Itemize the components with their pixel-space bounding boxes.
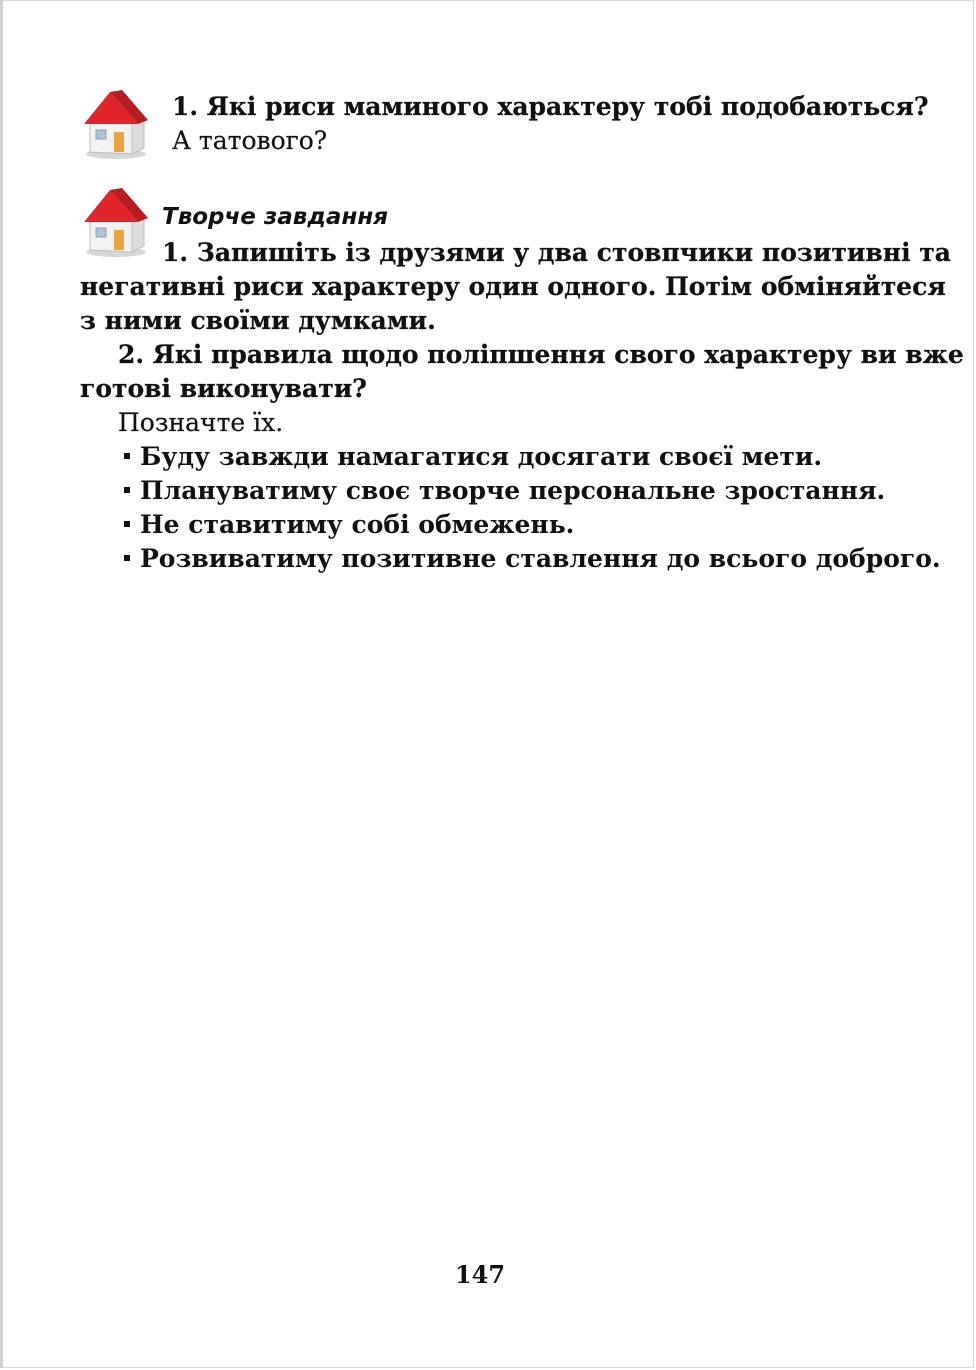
list-item-text: Не ставитиму собі обмежень. (140, 510, 575, 539)
task1-line-1: 1. Запишіть із друзями у два стовпчики позитивні та (162, 238, 951, 267)
list-item (124, 542, 941, 576)
list-item (124, 508, 574, 542)
task1-line-3: з ними своїми думками. (80, 306, 436, 335)
question-line-1: 1. Які риси маминого характеру тобі подобаються? (172, 92, 929, 121)
bullet-icon (124, 555, 130, 561)
list-item (124, 474, 885, 508)
list-item-text: Буду завжди намагатися досягати своєї мети. (140, 442, 823, 471)
list-item-text: Розвиватиму позитивне ставлення до всього доброго. (140, 544, 941, 573)
list-item (124, 440, 822, 474)
house-icon (80, 86, 152, 160)
page-number: 147 (454, 1260, 506, 1289)
task2-line-1: 2. Які правила щодо поліпшення свого характеру ви вже (118, 340, 964, 369)
bullet-icon (124, 487, 130, 493)
task2-line-2: готові виконувати? (80, 374, 367, 403)
instruction-text: Позначте їх. (118, 408, 284, 437)
bullet-icon (124, 521, 130, 527)
creative-task-heading: Творче завдання (162, 204, 388, 230)
bullet-icon (124, 453, 130, 459)
task1-line-2: негативні риси характеру один одного. Потім обміняйтеся (80, 272, 946, 301)
question-line-2: А татового? (172, 126, 328, 155)
house-icon (80, 184, 152, 258)
list-item-text: Плануватиму своє творче персональне зростання. (140, 476, 886, 505)
